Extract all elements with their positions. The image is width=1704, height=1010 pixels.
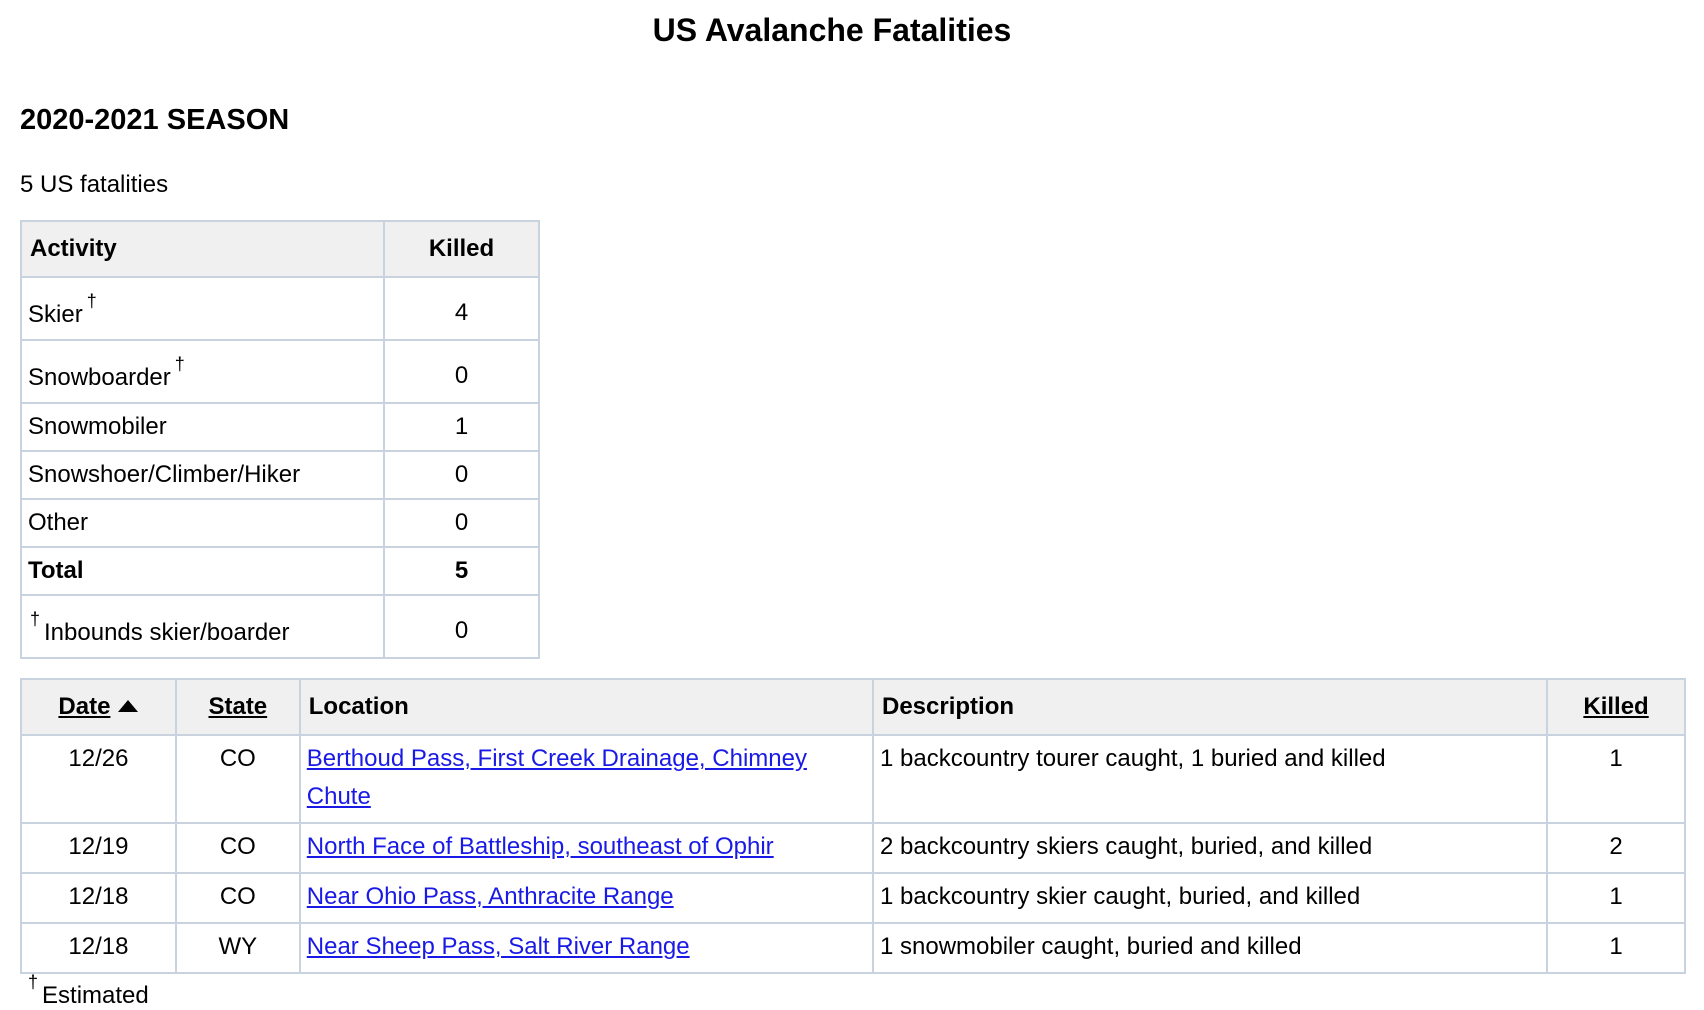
- activity-row-inbounds: [21, 595, 539, 658]
- dagger-mark: †: [174, 353, 185, 374]
- activity-row-total: [21, 547, 539, 595]
- activity-label: Snowboarder: [28, 363, 171, 391]
- killed-cell: 1: [1547, 873, 1685, 923]
- fatalities-summary: 5 US fatalities: [20, 171, 169, 198]
- date-cell: 12/19: [21, 823, 176, 873]
- state-column-header[interactable]: State: [176, 679, 300, 735]
- state-cell: CO: [176, 735, 300, 823]
- activity-cell: [21, 340, 384, 403]
- activity-table-header-row: [21, 221, 539, 277]
- location-link[interactable]: Near Ohio Pass, Anthracite Range: [306, 883, 674, 910]
- killed-cell: 1: [1547, 923, 1685, 973]
- location-column-header: Location: [300, 679, 873, 735]
- activity-row-snowmobiler: [21, 403, 539, 451]
- footnote: [26, 972, 149, 1010]
- dagger-mark: †: [30, 608, 41, 629]
- killed-header: Killed: [384, 221, 539, 277]
- location-link[interactable]: Near Sheep Pass, Salt River Range: [306, 933, 690, 960]
- date-cell: 12/18: [21, 923, 176, 973]
- killed-cell: 0: [384, 499, 539, 547]
- activity-label: Skier: [28, 300, 83, 328]
- killed-cell: 0: [384, 451, 539, 499]
- location-cell: [300, 735, 873, 823]
- activity-cell: [21, 277, 384, 340]
- table-row: [21, 823, 1685, 873]
- activity-header: Activity: [21, 221, 384, 277]
- table-row: [21, 873, 1685, 923]
- killed-cell: 2: [1547, 823, 1685, 873]
- page-title: US Avalanche Fatalities: [652, 12, 1012, 48]
- footnote-text: Estimated: [42, 982, 149, 1009]
- killed-cell: 0: [384, 595, 539, 658]
- killed-cell: 0: [384, 340, 539, 403]
- activity-cell: Other: [21, 499, 384, 547]
- activity-cell: Snowmobiler: [21, 403, 384, 451]
- incidents-table: [20, 678, 1686, 974]
- dagger-mark: †: [28, 972, 39, 992]
- killed-cell: 1: [1547, 735, 1685, 823]
- activity-cell: Total: [21, 547, 384, 595]
- activity-cell: [21, 595, 384, 658]
- table-row: [21, 923, 1685, 973]
- description-cell: 1 backcountry skier caught, buried, and killed: [873, 873, 1547, 923]
- description-column-header: Description: [873, 679, 1547, 735]
- date-column-header[interactable]: [21, 679, 176, 735]
- season-heading: 2020-2021 SEASON: [20, 104, 290, 136]
- activity-cell: Snowshoer/Climber/Hiker: [21, 451, 384, 499]
- activity-row-skier: [21, 277, 539, 340]
- killed-column-header[interactable]: Killed: [1547, 679, 1685, 735]
- description-cell: 1 backcountry tourer caught, 1 buried and killed: [873, 735, 1547, 823]
- activity-table: [20, 220, 540, 659]
- state-cell: WY: [176, 923, 300, 973]
- activity-row-other: [21, 499, 539, 547]
- location-link[interactable]: Berthoud Pass, First Creek Drainage, Chimney Chute: [306, 745, 807, 810]
- dagger-mark: †: [86, 290, 97, 311]
- date-header-label: Date: [58, 693, 111, 720]
- description-cell: 2 backcountry skiers caught, buried, and killed: [873, 823, 1547, 873]
- state-cell: CO: [176, 873, 300, 923]
- location-cell: [300, 823, 873, 873]
- location-cell: [300, 873, 873, 923]
- location-cell: [300, 923, 873, 973]
- state-cell: CO: [176, 823, 300, 873]
- table-row: [21, 735, 1685, 823]
- killed-cell: 5: [384, 547, 539, 595]
- location-link[interactable]: North Face of Battleship, southeast of Ophir: [306, 833, 774, 860]
- date-cell: 12/18: [21, 873, 176, 923]
- date-cell: 12/26: [21, 735, 176, 823]
- sort-up-triangle-icon: [118, 700, 138, 712]
- activity-row-snowshoer: [21, 451, 539, 499]
- description-cell: 1 snowmobiler caught, buried and killed: [873, 923, 1547, 973]
- killed-cell: 4: [384, 277, 539, 340]
- activity-label: Inbounds skier/boarder: [44, 618, 290, 646]
- activity-row-snowboarder: [21, 340, 539, 403]
- incidents-header-row: [21, 679, 1685, 735]
- killed-cell: 1: [384, 403, 539, 451]
